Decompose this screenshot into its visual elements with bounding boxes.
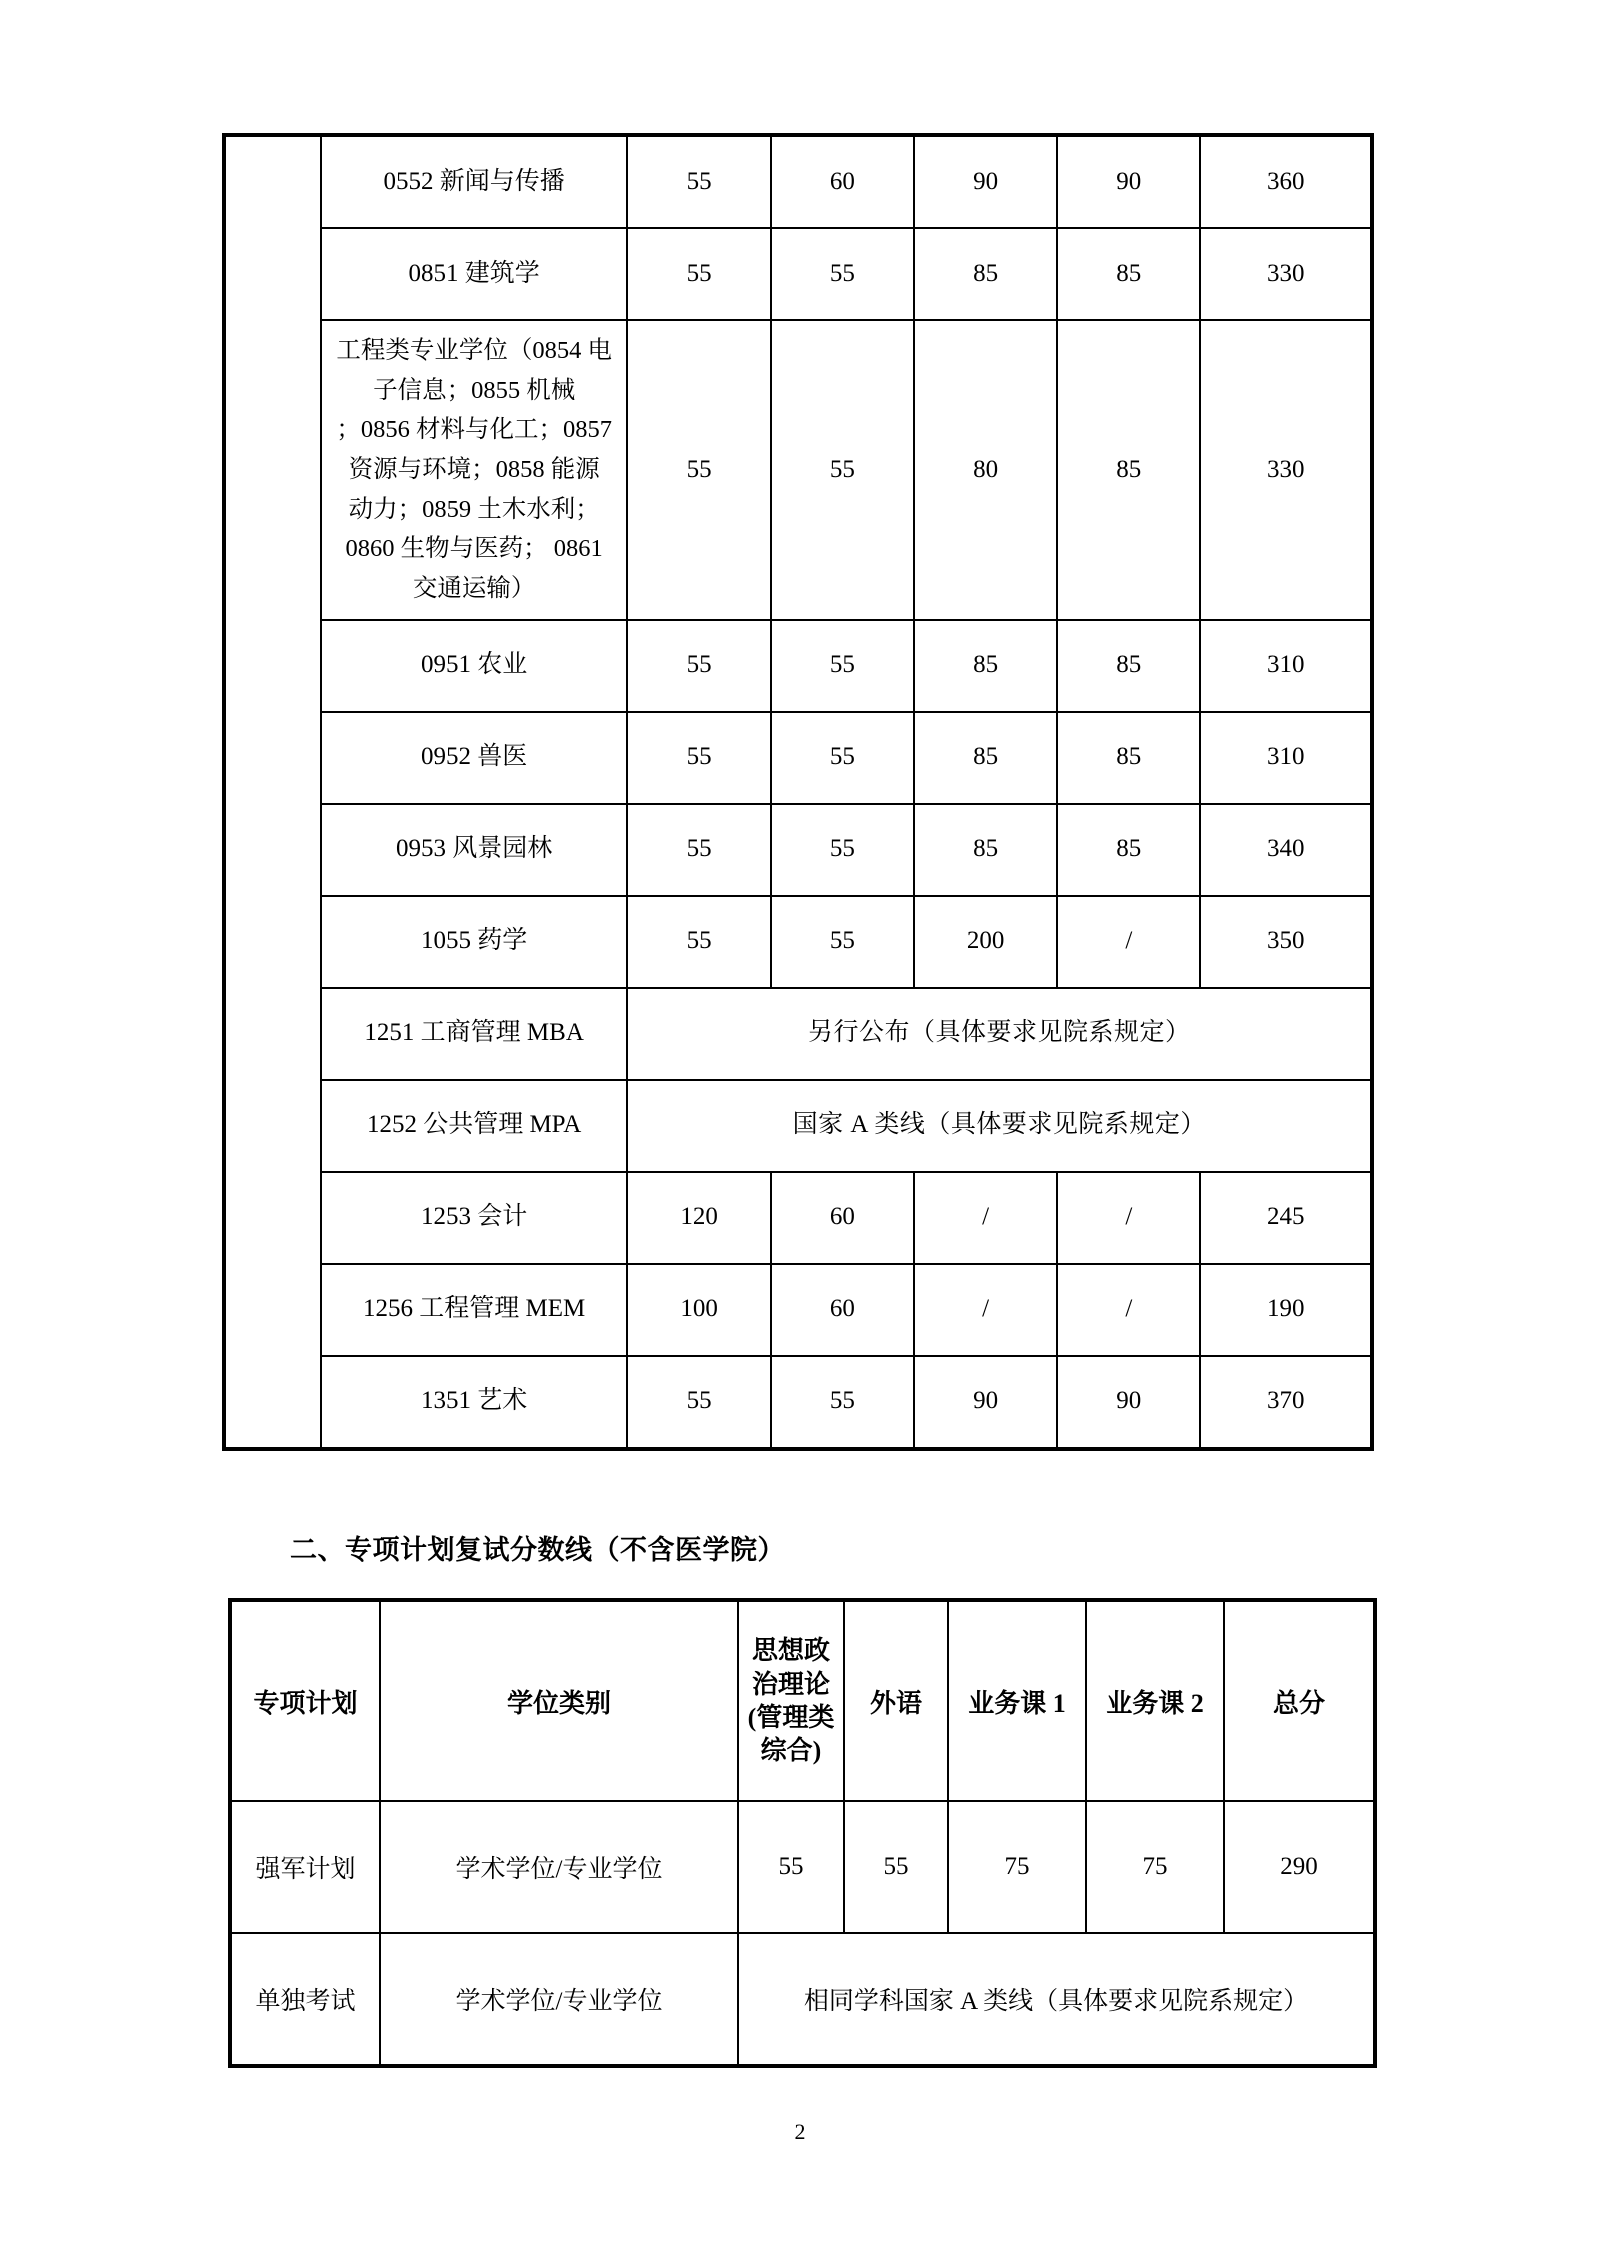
score-politics-cell: 55 (627, 804, 770, 896)
table-row (224, 804, 1372, 896)
score-subject2-cell: / (1057, 896, 1200, 988)
major-name-cell: 1252 公共管理 MPA (321, 1080, 628, 1172)
major-line: 交通运输） (412, 575, 536, 603)
score-subject1-cell: 85 (914, 712, 1057, 804)
major-name-cell: 1055 药学 (321, 896, 628, 988)
score-subject1-cell: 85 (914, 620, 1057, 712)
score-subject2-cell: 85 (1057, 320, 1200, 620)
header-foreign-language: 外语 (844, 1600, 948, 1801)
table-row (224, 320, 1372, 620)
score-foreign-cell: 55 (771, 620, 914, 712)
score-subject2-cell: 85 (1057, 804, 1200, 896)
score-subject2-cell: 85 (1057, 712, 1200, 804)
main-score-table-body (224, 135, 1372, 1449)
table-row (224, 1264, 1372, 1356)
main-score-table-container (222, 133, 1374, 1451)
score-total-cell: 370 (1200, 1356, 1372, 1449)
score-subject1-cell: 90 (914, 1356, 1057, 1449)
header-politics-line: (管理类 (747, 1703, 835, 1732)
plan-name-cell: 强军计划 (230, 1801, 380, 1933)
plan-name-cell: 单独考试 (230, 1933, 380, 2066)
score-total-cell: 360 (1200, 135, 1372, 228)
major-name-cell: 1253 会计 (321, 1172, 628, 1264)
score-subject2-cell: 75 (1086, 1801, 1224, 1933)
table-row (224, 896, 1372, 988)
degree-type-cell: 学术学位/专业学位 (380, 1933, 738, 2066)
main-score-table (222, 133, 1374, 1451)
major-name-cell: 1251 工商管理 MBA (321, 988, 628, 1080)
table-row (230, 1933, 1375, 2066)
score-politics-cell: 55 (627, 620, 770, 712)
major-name-cell: 0953 风景园林 (321, 804, 628, 896)
header-politics-line: 思想政 (751, 1636, 830, 1666)
score-subject2-cell: / (1057, 1264, 1200, 1356)
score-total-cell: 290 (1224, 1801, 1375, 1933)
score-foreign-cell: 55 (771, 1356, 914, 1449)
table-row (224, 620, 1372, 712)
header-politics (738, 1600, 844, 1801)
score-foreign-cell: 55 (771, 228, 914, 320)
score-subject1-cell: / (914, 1172, 1057, 1264)
score-subject1-cell: 200 (914, 896, 1057, 988)
header-subject2: 业务课 2 (1086, 1600, 1224, 1801)
score-foreign-cell: 60 (771, 1264, 914, 1356)
table-row (224, 1356, 1372, 1449)
score-foreign-cell: 55 (771, 896, 914, 988)
major-name-cell: 0951 农业 (321, 620, 628, 712)
score-politics-cell: 100 (627, 1264, 770, 1356)
score-total-cell: 350 (1200, 896, 1372, 988)
score-politics-cell: 55 (738, 1801, 844, 1933)
table-row (224, 1172, 1372, 1264)
score-total-cell: 340 (1200, 804, 1372, 896)
score-subject2-cell: 85 (1057, 228, 1200, 320)
score-total-cell: 310 (1200, 620, 1372, 712)
table-header-row (230, 1600, 1375, 1801)
special-programs-table (228, 1598, 1377, 2068)
page-number: 2 (794, 2119, 806, 2144)
score-politics-cell: 55 (627, 896, 770, 988)
score-foreign-cell: 55 (844, 1801, 948, 1933)
score-total-cell: 330 (1200, 228, 1372, 320)
merged-note-cell: 相同学科国家 A 类线（具体要求见院系规定） (738, 1933, 1375, 2066)
score-politics-cell: 120 (627, 1172, 770, 1264)
score-subject1-cell: 80 (914, 320, 1057, 620)
score-subject2-cell: / (1057, 1172, 1200, 1264)
score-subject1-cell: 75 (948, 1801, 1086, 1933)
major-name-cell: 0851 建筑学 (321, 228, 628, 320)
score-politics-cell: 55 (627, 1356, 770, 1449)
major-name-cell: 0552 新闻与传播 (321, 135, 628, 228)
category-spacer-cell (224, 135, 321, 1449)
major-line: 工程类专业学位（0854 电 (336, 337, 612, 364)
merged-note-cell: 国家 A 类线（具体要求见院系规定） (627, 1080, 1372, 1172)
merged-note-cell: 另行公布（具体要求见院系规定） (627, 988, 1372, 1080)
score-subject1-cell: 85 (914, 228, 1057, 320)
table-row (224, 135, 1372, 228)
score-total-cell: 330 (1200, 320, 1372, 620)
score-subject2-cell: 90 (1057, 135, 1200, 228)
table-row (230, 1801, 1375, 1933)
major-name-cell: 0952 兽医 (321, 712, 628, 804)
major-line: 动力；0859 土木水利； (348, 495, 600, 523)
special-programs-table-container (228, 1598, 1373, 2068)
major-name-cell: 1351 艺术 (321, 1356, 628, 1449)
header-plan: 专项计划 (230, 1600, 380, 1801)
header-subject1: 业务课 1 (948, 1600, 1086, 1801)
score-subject2-cell: 85 (1057, 620, 1200, 712)
score-politics-cell: 55 (627, 712, 770, 804)
major-line: 子信息；0855 机械 (373, 376, 576, 404)
degree-type-cell: 学术学位/专业学位 (380, 1801, 738, 1933)
score-politics-cell: 55 (627, 228, 770, 320)
score-foreign-cell: 55 (771, 712, 914, 804)
table-row (224, 1080, 1372, 1172)
score-subject2-cell: 90 (1057, 1356, 1200, 1449)
section-heading-special-programs: 二、专项计划复试分数线（不含医学院） (290, 1535, 785, 1565)
score-foreign-cell: 60 (771, 1172, 914, 1264)
score-total-cell: 310 (1200, 712, 1372, 804)
major-line: ；0856 材料与化工；0857 (336, 416, 612, 444)
table-row (224, 988, 1372, 1080)
header-politics-line: 综合) (760, 1736, 822, 1766)
table-row (224, 228, 1372, 320)
score-foreign-cell: 60 (771, 135, 914, 228)
header-total: 总分 (1224, 1600, 1375, 1801)
score-foreign-cell: 55 (771, 804, 914, 896)
header-politics-line: 治理论 (751, 1669, 830, 1699)
special-programs-table-body (230, 1600, 1375, 2066)
major-line: 资源与环境；0858 能源 (348, 456, 600, 484)
score-total-cell: 190 (1200, 1264, 1372, 1356)
score-foreign-cell: 55 (771, 320, 914, 620)
major-name-cell-engineering (321, 320, 628, 620)
score-subject1-cell: 85 (914, 804, 1057, 896)
table-row (224, 712, 1372, 804)
score-subject1-cell: / (914, 1264, 1057, 1356)
major-line: 0860 生物与医药； 0861 (345, 535, 603, 563)
major-name-cell: 1256 工程管理 MEM (321, 1264, 628, 1356)
score-subject1-cell: 90 (914, 135, 1057, 228)
score-total-cell: 245 (1200, 1172, 1372, 1264)
score-politics-cell: 55 (627, 135, 770, 228)
score-politics-cell: 55 (627, 320, 770, 620)
header-degree-type: 学位类别 (380, 1600, 738, 1801)
